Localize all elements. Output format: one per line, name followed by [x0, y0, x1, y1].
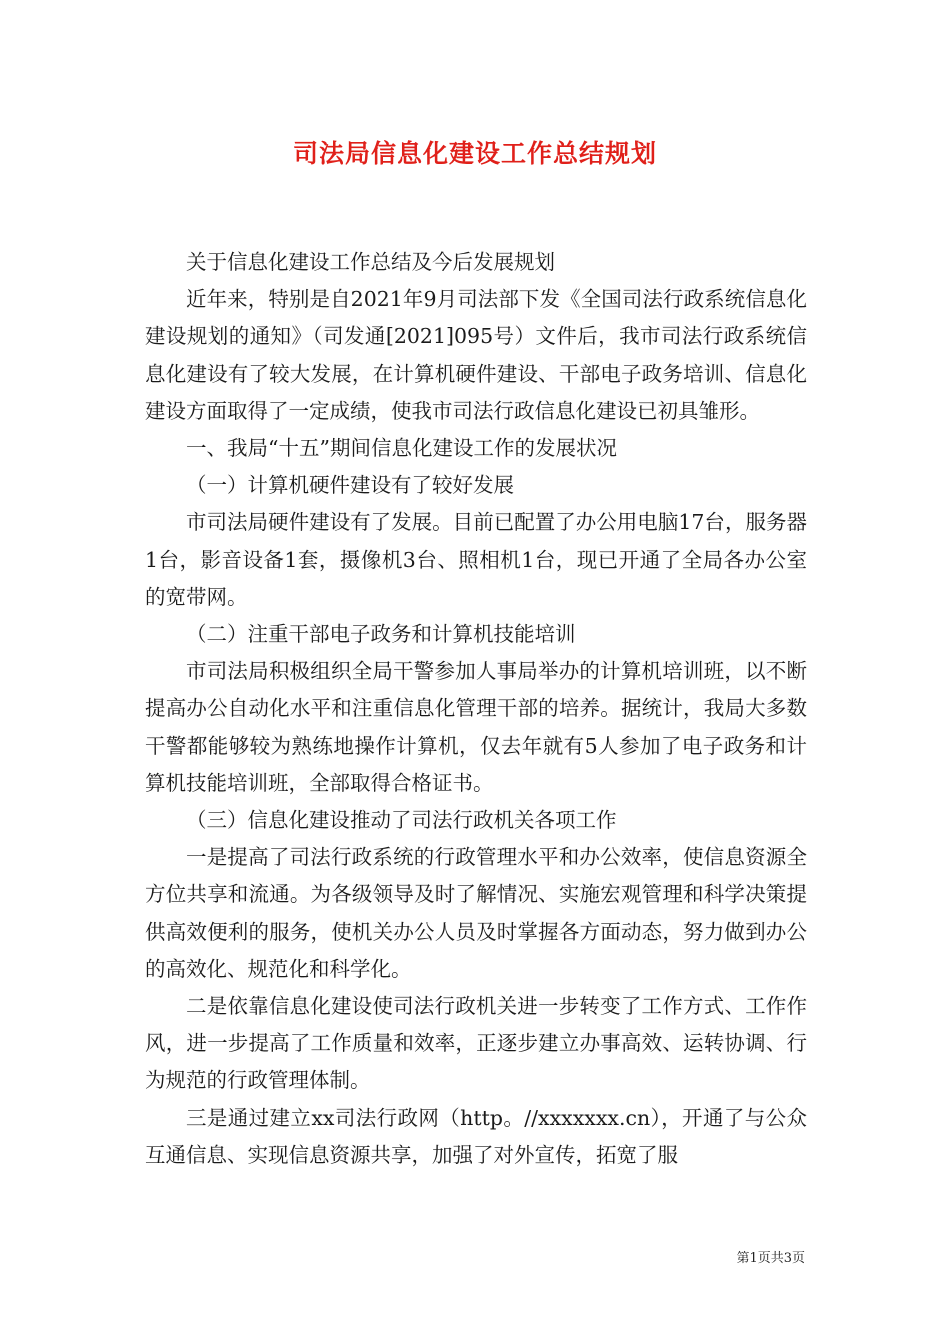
body-paragraph: 市司法局硬件建设有了发展。目前已配置了办公用电脑17台，服务器1台，影音设备1套，摄像机3台、照相机1台，现已开通了全局各办公室的宽带网。: [145, 510, 807, 609]
page-number-footer: 第1页共3页: [736, 1251, 805, 1266]
intro-paragraph: 近年来，特别是自2021年9月司法部下发《全国司法行政系统信息化建设规划的通知》（司发通[2021]095号）文件后，我市司法行政系统信息化建设有了较大发展，在计算机硬件建设、干部电子政务培训、信息化建设方面取得了一定成绩，使我市司法行政信息化建设已初具雏形。: [145, 287, 807, 423]
document-body: [145, 244, 807, 1174]
body-paragraph: 二是依靠信息化建设使司法行政机关进一步转变了工作方式、工作作风，进一步提高了工作质量和效率，正逐步建立办事高效、运转协调、行为规范的行政管理体制。: [145, 994, 807, 1093]
subsection-heading-1: （一）计算机硬件建设有了较好发展: [186, 473, 514, 498]
subtitle-paragraph: 关于信息化建设工作总结及今后发展规划: [186, 250, 555, 274]
body-paragraph: 一是提高了司法行政系统的行政管理水平和办公效率，使信息资源全方位共享和流通。为各级领导及时了解情况、实施宏观管理和科学决策提供高效便利的服务，使机关办公人员及时掌握各方面动态，努力做到办公的高效化、规范化和科学化。: [145, 845, 807, 981]
subsection-heading-2: （二）注重干部电子政务和计算机技能培训: [186, 622, 576, 647]
document-title: 司法局信息化建设工作总结规划: [292, 139, 657, 168]
body-paragraph: 市司法局积极组织全局干警参加人事局举办的计算机培训班，以不断提高办公自动化水平和注重信息化管理干部的培养。据统计，我局大多数干警都能够较为熟练地操作计算机，仅去年就有5人参加了电子政务和计算机技能培训班，全部取得合格证书。: [145, 659, 807, 795]
section-heading-1: 一、我局“十五”期间信息化建设工作的发展状况: [186, 436, 617, 461]
subsection-heading-3: （三）信息化建设推动了司法行政机关各项工作: [186, 808, 617, 833]
body-paragraph: 三是通过建立xx司法行政网（http。//xxxxxxx.cn），开通了与公众互通信息、实现信息资源共享，加强了对外宣传，拓宽了服: [145, 1105, 807, 1167]
